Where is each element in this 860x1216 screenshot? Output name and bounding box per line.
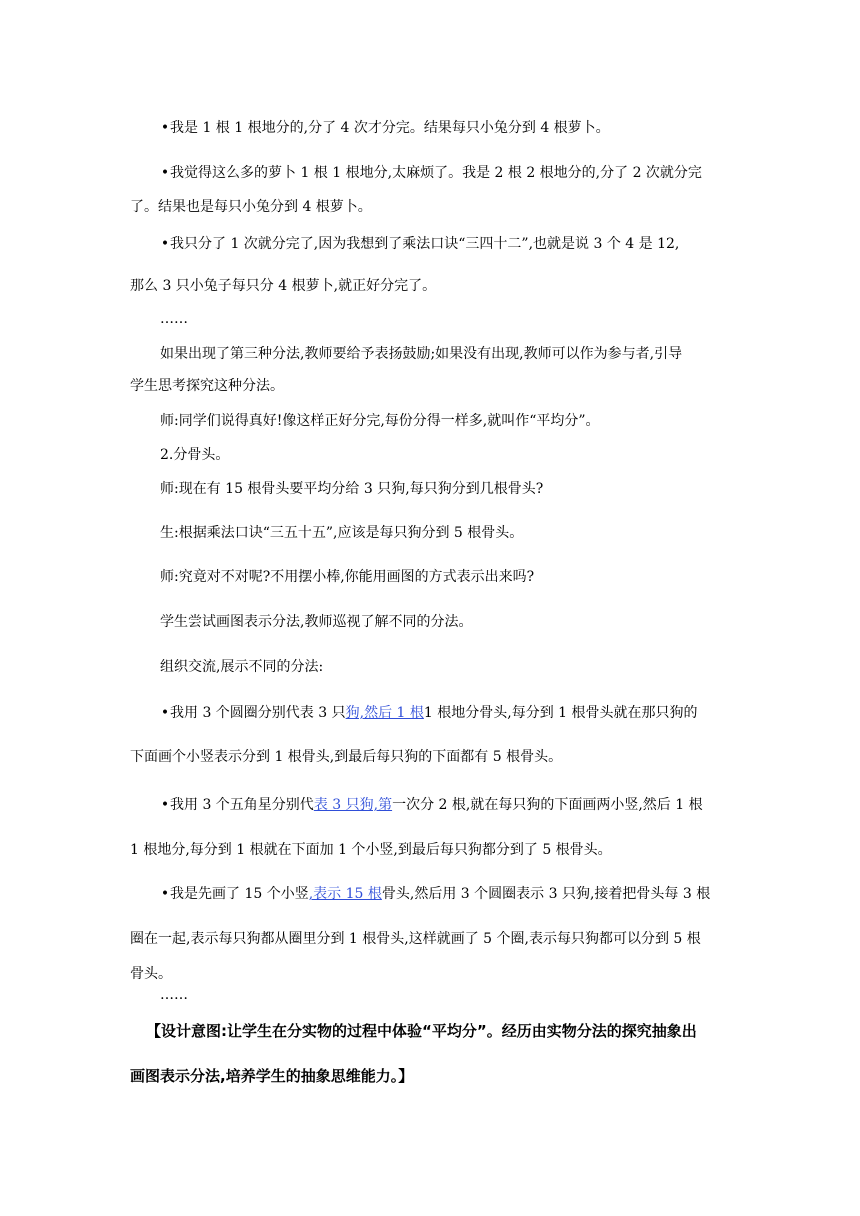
student-answer: 生:根据乘法口诀“三五十五”,应该是每只狗分到 5 根骨头。 (160, 525, 524, 541)
bullet-line-12a (160, 703, 730, 723)
underlined-link[interactable]: 表 3 只狗,第 (313, 797, 393, 813)
bullet-line-13b: 1 根地分,每分到 1 根就在下面加 1 个小竖,到最后每只狗都分到了 5 根骨头。 (130, 842, 612, 858)
bullet-line-3b: 那么 3 只小兔子每只分 4 根萝卜,就正好分完了。 (130, 278, 437, 294)
text: 一次分 2 根,就在每只狗的下面画两小竖,然后 1 根 (392, 797, 703, 813)
bullet-line-14c: 骨头。 (130, 966, 172, 982)
bullet-icon: • (160, 797, 170, 813)
activity-line: 学生尝试画图表示分法,教师巡视了解不同的分法。 (160, 614, 473, 630)
paragraph-4a: 如果出现了第三种分法,教师要给予表扬鼓励;如果没有出现,教师可以作为参与者,引导 (160, 346, 683, 362)
bullet-line-3a (160, 234, 730, 254)
underlined-link[interactable]: 狗,然后 1 根 (345, 705, 424, 721)
bullet-line-2a (160, 163, 730, 183)
section-heading: 2.分骨头。 (160, 447, 230, 463)
bullet-line-2b: 了。结果也是每只小兔分到 4 根萝卜。 (130, 199, 372, 215)
bullet-line-14a (160, 884, 730, 904)
ellipsis: …… (160, 311, 188, 327)
text: 我是 1 根 1 根地分的,分了 4 次才分完。结果每只小兔分到 4 根萝卜。 (170, 120, 610, 136)
underlined-link[interactable]: ,表示 15 根 (308, 886, 382, 902)
text: 我用 3 个五角星分别代 (170, 797, 314, 813)
ellipsis: …… (160, 987, 188, 1003)
text: 我只分了 1 次就分完了,因为我想到了乘法口诀“三四十二”,也就是说 3 个 4 是 12, (170, 236, 680, 252)
bullet-icon: • (160, 705, 170, 721)
bullet-line-13a (160, 795, 730, 815)
bullet-line-1 (160, 118, 760, 138)
text: 我用 3 个圆圈分别代表 3 只 (170, 705, 346, 721)
design-intent-line-1: 【设计意图:让学生在分实物的过程中体验“平均分”。经历由实物分法的探究抽象出 (146, 1022, 697, 1040)
bullet-icon: • (160, 236, 170, 252)
paragraph-4b: 学生思考探究这种分法。 (130, 378, 284, 394)
design-intent-line-2: 画图表示分法,培养学生的抽象思维能力。】 (130, 1067, 414, 1085)
exchange-line: 组织交流,展示不同的分法: (160, 659, 324, 675)
text: 我是先画了 15 个小竖 (170, 886, 309, 902)
bullet-icon: • (160, 886, 170, 902)
text: 骨头,然后用 3 个圆圈表示 3 只狗,接着把骨头每 3 根 (381, 886, 711, 902)
bullet-line-14b: 圈在一起,表示每只狗都从圈里分到 1 根骨头,这样就画了 5 个圈,表示每只狗都可以分到 5 根 (130, 931, 701, 947)
teacher-line: 师:同学们说得真好!像这样正好分完,每份分得一样多,就叫作“平均分”。 (160, 413, 600, 429)
text: 1 根地分骨头,每分到 1 根骨头就在那只狗的 (423, 705, 698, 721)
teacher-question: 师:现在有 15 根骨头要平均分给 3 只狗,每只狗分到几根骨头? (160, 481, 544, 497)
bullet-icon: • (160, 165, 170, 181)
teacher-prompt: 师:究竟对不对呢?不用摆小棒,你能用画图的方式表示出来吗? (160, 569, 535, 585)
bullet-line-12b: 下面画个小竖表示分到 1 根骨头,到最后每只狗的下面都有 5 根骨头。 (130, 749, 563, 765)
text: 我觉得这么多的萝卜 1 根 1 根地分,太麻烦了。我是 2 根 2 根地分的,分了 2 次就分完 (170, 165, 702, 181)
bullet-icon: • (160, 120, 170, 136)
